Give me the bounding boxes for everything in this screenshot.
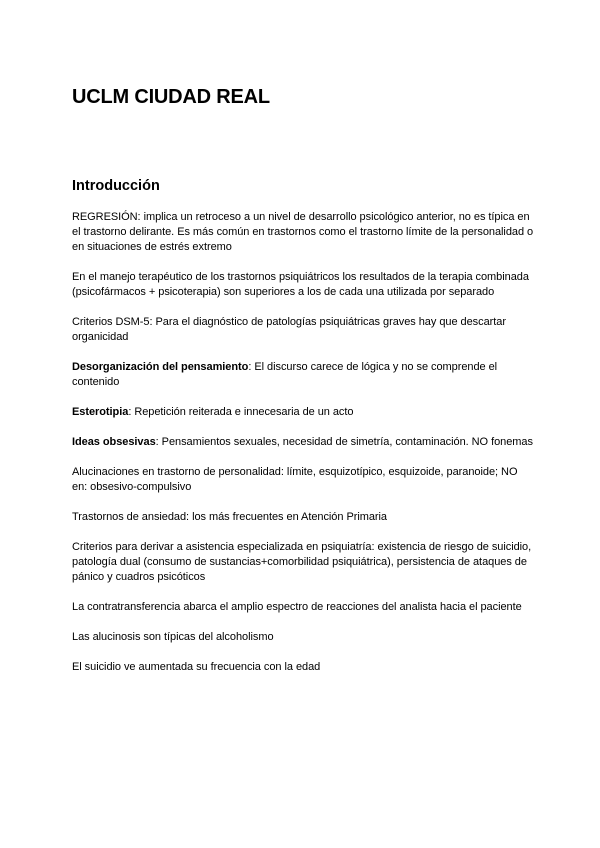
paragraph-text: REGRESIÓN: implica un retroceso a un nivel de desarrollo psicológico anterior, no es típica en el trastorno delirante. Es más común en trastornos como el trastorno límite de la personalidad o en situaciones de estrés extremo bbox=[72, 211, 534, 253]
paragraph-alucinosis bbox=[72, 630, 534, 645]
paragraph-bold-term: Desorganización del pensamiento bbox=[72, 361, 249, 373]
paragraph-text: Trastornos de ansiedad: los más frecuentes en Atención Primaria bbox=[72, 511, 387, 523]
paragraph-criterios-derivar bbox=[72, 540, 534, 585]
paragraph-text: : Pensamientos sexuales, necesidad de simetría, contaminación. NO fonemas bbox=[155, 436, 533, 448]
paragraph-text: El suicidio ve aumentada su frecuencia con la edad bbox=[72, 661, 321, 673]
paragraph-text: : El discurso carece de lógica y no se comprende el contenido bbox=[72, 361, 498, 388]
section-heading: Introducción bbox=[72, 178, 160, 194]
paragraph-text: : Repetición reiterada e innecesaria de un acto bbox=[128, 406, 354, 418]
paragraph-text: Criterios para derivar a asistencia especializada en psiquiatría: existencia de riesgo de suicidio, patología dual (consumo de sustancias+comorbilidad psiquiátrica), persistencia de ataques de pánico y cuadros psicóticos bbox=[72, 541, 532, 583]
paragraph-regresion bbox=[72, 210, 534, 255]
paragraph-alucinaciones bbox=[72, 465, 534, 495]
paragraph-suicidio bbox=[72, 660, 534, 675]
paragraph-contratransferencia bbox=[72, 600, 534, 615]
paragraph-text: Criterios DSM-5: Para el diagnóstico de patologías psiquiátricas graves hay que descartar organicidad bbox=[72, 316, 506, 343]
paragraph-desorganizacion bbox=[72, 360, 534, 390]
paragraph-bold-term: Ideas obsesivas bbox=[72, 436, 156, 448]
paragraph-bold-term: Esterotipia bbox=[72, 406, 129, 418]
document-body bbox=[72, 210, 534, 690]
paragraph-terapia-combinada bbox=[72, 270, 534, 300]
paragraph-text: La contratransferencia abarca el amplio espectro de reacciones del analista hacia el paciente bbox=[72, 601, 522, 613]
document-title: UCLM CIUDAD REAL bbox=[72, 86, 270, 108]
paragraph-ansiedad bbox=[72, 510, 534, 525]
paragraph-ideas-obsesivas bbox=[72, 435, 534, 450]
paragraph-text: Las alucinosis son típicas del alcoholismo bbox=[72, 631, 274, 643]
paragraph-text: En el manejo terapéutico de los trastornos psiquiátricos los resultados de la terapia combinada (psicofármacos + psicoterapia) son superiores a los de cada una utilizada por separado bbox=[72, 271, 529, 298]
paragraph-esterotipia bbox=[72, 405, 534, 420]
paragraph-criterios-dsm5 bbox=[72, 315, 534, 345]
paragraph-text: Alucinaciones en trastorno de personalidad: límite, esquizotípico, esquizoide, paranoide; NO en: obsesivo-compulsivo bbox=[72, 466, 518, 493]
